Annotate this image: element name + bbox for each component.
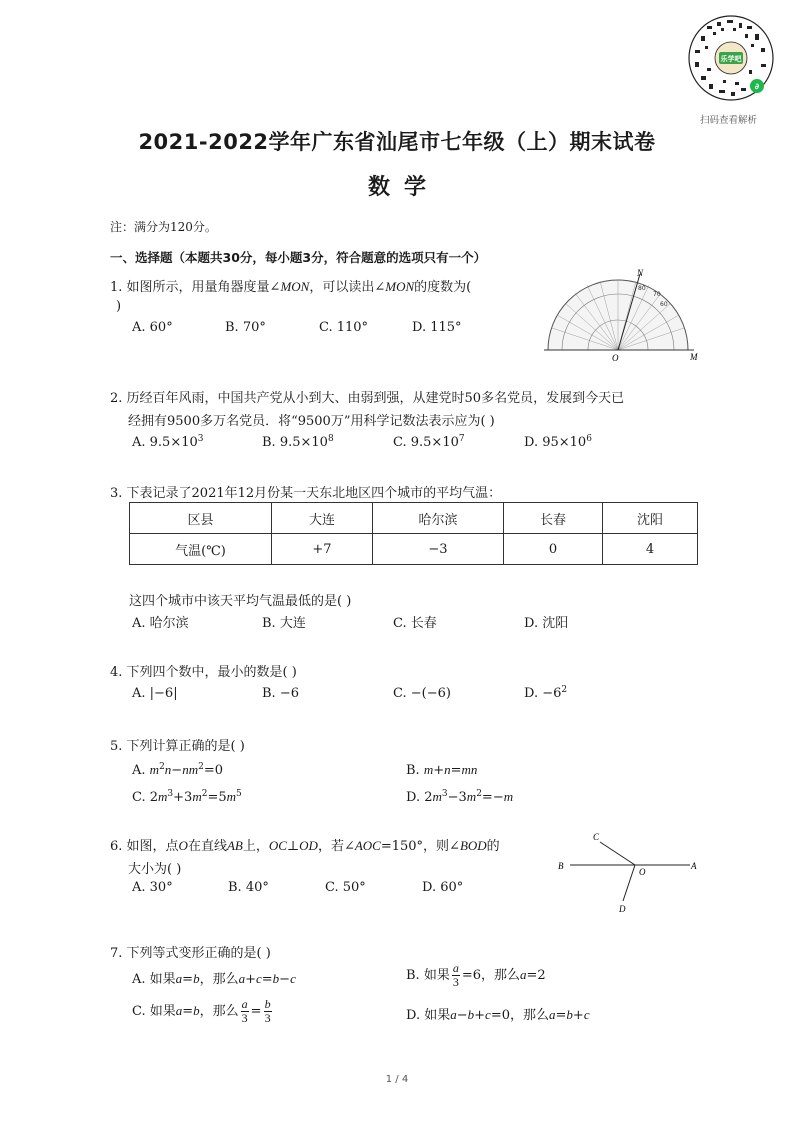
svg-text:C: C <box>593 832 600 842</box>
qr-logo-text: 乐学吧 <box>720 55 742 63</box>
section-heading: 一、选择题（本题共30分，每小题3分，符合题意的选项只有一个） <box>110 250 487 265</box>
q6-option-c: C. 50° <box>325 880 366 895</box>
q7-option-c: C. 如果a=b，那么 $\frac{a}{3}$ = $\frac{b}{3}$ <box>132 997 271 1025</box>
q7-option-d: D. 如果a−b+c=0，那么a=b+c <box>406 1007 590 1023</box>
q2-stem-line2: 经拥有9500多万名党员．将“9500万”用科学记数法表示应为( ) <box>128 414 495 429</box>
q4-option-a: A. |−6| <box>132 686 178 701</box>
svg-text:O: O <box>639 867 646 877</box>
q6-option-a: A. 30° <box>132 880 173 895</box>
qr-code <box>687 14 775 102</box>
q5-option-c: C. $2m^3+3m^2=5m^5$ <box>132 789 242 805</box>
q6-option-d: D. 60° <box>422 880 464 895</box>
q5-stem: 5. 下列计算正确的是( ) <box>110 739 245 754</box>
q6-stem-line1: 6. 如图，点O在直线AB上，OC⊥OD，若∠AOC=150°，则∠BOD的 <box>110 838 500 854</box>
q5-option-d: D. $2m^3-3m^2=-m$ <box>406 789 514 805</box>
q1-option-b: B. 70° <box>225 320 266 335</box>
svg-text:M: M <box>690 352 698 362</box>
q1-stem: 1. 如图所示，用量角器度量∠MON，可以读出∠MON的度数为( <box>110 279 472 295</box>
subject-title: 数学 <box>367 175 440 200</box>
table-cell: 气温(℃) <box>130 534 272 565</box>
q4-stem: 4. 下列四个数中，最小的数是( ) <box>110 665 297 680</box>
table-header-cell: 哈尔滨 <box>373 503 504 534</box>
q1-option-d: D. 115° <box>412 320 462 335</box>
table-cell: +7 <box>272 534 373 565</box>
page-number: 1 / 4 <box>385 1074 409 1085</box>
exam-title: 2021-2022学年广东省汕尾市七年级（上）期末试卷 <box>138 130 656 154</box>
q7-option-a: A. 如果a=b，那么a+c=b−c <box>132 971 296 987</box>
table-cell: −3 <box>373 534 504 565</box>
svg-text:O: O <box>612 353 619 363</box>
q3-option-d: D. 沈阳 <box>524 616 569 631</box>
svg-text:B: B <box>558 861 564 871</box>
q2-option-b: B. $9.5\times 10^8$ <box>262 434 334 450</box>
svg-text:D: D <box>619 904 626 914</box>
q4-option-b: B. −6 <box>262 686 299 701</box>
table-row <box>130 534 698 565</box>
qr-caption: 扫码查看解析 <box>700 115 758 126</box>
q2-option-c: C. $9.5\times 10^7$ <box>393 434 465 450</box>
q4-option-d: D. $-6^2$ <box>524 685 568 701</box>
svg-text:70: 70 <box>653 291 661 298</box>
q3-stem: 3. 下表记录了2021年12月份某一天东北地区四个城市的平均气温： <box>110 486 502 501</box>
q3-option-c: C. 长春 <box>393 616 437 631</box>
angle-figure <box>555 828 700 916</box>
q7-stem: 7. 下列等式变形正确的是( ) <box>110 946 271 961</box>
q5-option-a: A. $m^2n-nm^2=0$ <box>132 762 223 778</box>
q3-question: 这四个城市中该天平均气温最低的是( ) <box>129 594 352 609</box>
q3-option-b: B. 大连 <box>262 616 306 631</box>
q2-option-a: A. $9.5\times 10^3$ <box>132 434 204 450</box>
svg-text:80: 80 <box>638 285 646 292</box>
q1-option-a: A. 60° <box>132 320 173 335</box>
score-note: 注：满分为120分。 <box>110 220 217 234</box>
q6-stem-line2: 大小为( ) <box>128 862 182 877</box>
svg-text:A: A <box>691 861 697 871</box>
table-cell: 4 <box>603 534 698 565</box>
table-header-cell: 沈阳 <box>603 503 698 534</box>
q1-option-c: C. 110° <box>319 320 369 335</box>
table-header-cell: 区县 <box>130 503 272 534</box>
temperature-table <box>129 502 698 565</box>
table-header-cell: 长春 <box>504 503 603 534</box>
q5-option-b: B. m+n=mn <box>406 762 478 778</box>
table-header-cell: 大连 <box>272 503 373 534</box>
svg-text:∂: ∂ <box>754 82 760 91</box>
table-header-row <box>130 503 698 534</box>
q7-option-b: B. 如果 $\frac{a}{3}$ =6，那么a=2 <box>406 961 546 989</box>
q4-option-c: C. −(−6) <box>393 686 451 701</box>
protractor-figure <box>540 268 700 363</box>
q3-option-a: A. 哈尔滨 <box>132 616 189 631</box>
table-cell: 0 <box>504 534 603 565</box>
q2-stem-line1: 2. 历经百年风雨，中国共产党从小到大、由弱到强，从建党时50多名党员，发展到今天已 <box>110 391 625 406</box>
svg-text:N: N <box>637 268 644 278</box>
svg-text:60: 60 <box>660 301 668 308</box>
q1-stem-line2: ) <box>116 299 122 314</box>
q2-option-d: D. $95\times 10^6$ <box>524 434 592 450</box>
q6-option-b: B. 40° <box>228 880 269 895</box>
